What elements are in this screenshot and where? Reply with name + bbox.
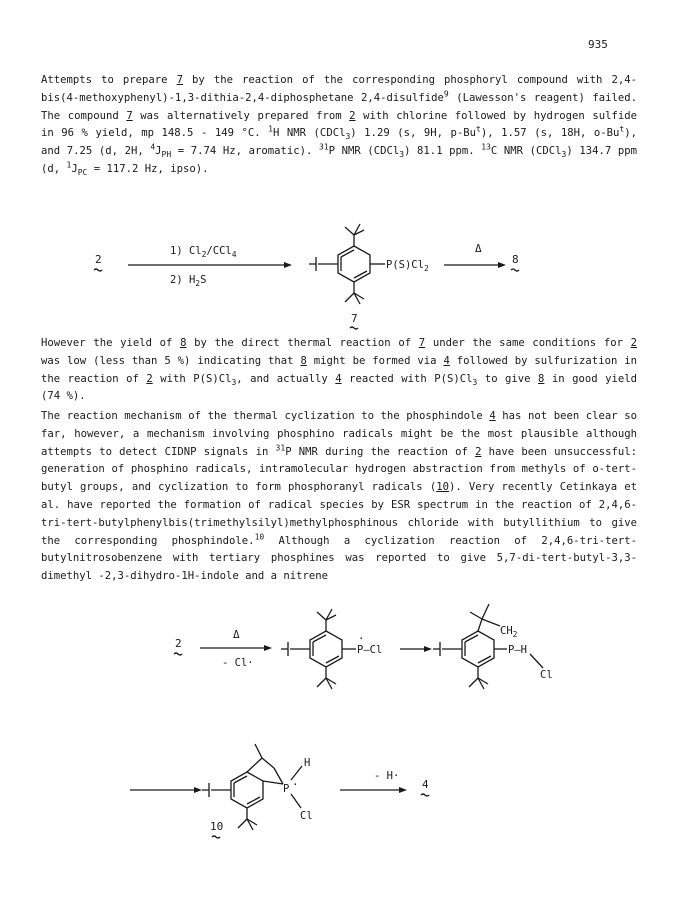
tilde-mark [421, 794, 429, 796]
text-run: was alternatively prepared from [132, 109, 350, 122]
tilde-mark [212, 836, 220, 838]
arrow-head-1 [284, 262, 292, 268]
superscript: 13 [481, 142, 491, 152]
arrow-head-5 [194, 787, 202, 793]
heat-symbol-2: Δ [233, 628, 240, 641]
chlorine-label-10: Cl [300, 810, 313, 822]
phosphorus-label: P [283, 783, 290, 795]
compound-ref: 10 [436, 481, 449, 494]
phosphorus-radical-dot: · [292, 778, 299, 791]
text-run: J [155, 145, 162, 158]
superscript: 1 [66, 160, 72, 170]
compound-ref: 8 [300, 354, 307, 367]
ch2-label: $CH_2$ [500, 625, 518, 639]
subscript: 3 [345, 132, 351, 142]
text-run: The reaction mechanism of the thermal cyclization to the phosphindole [41, 410, 490, 422]
product-label-8: 8 [512, 253, 519, 266]
text-run: with P(S)Cl [152, 372, 232, 385]
scheme1-reactant: 2 [95, 253, 102, 266]
compound-ref: 2 [475, 445, 482, 458]
compound-label-7: 7 [351, 312, 358, 325]
text-run: ) 81.1 ppm. [404, 145, 482, 158]
text-run: Attempts to prepare [41, 74, 177, 86]
phosphino-chloride-label: P—Cl [357, 644, 383, 656]
text-run: J [71, 162, 78, 175]
tilde-mark [94, 269, 102, 271]
text-run: with chlorine followed by hydrogen sulfide in 96 % yield, mp 148.5 - 149 °C. [41, 109, 637, 140]
compound-ref: 8 [538, 372, 545, 385]
text-run: However the yield of [41, 337, 181, 349]
superscript: 31 [275, 443, 286, 453]
substituent-label-7: $P(S)Cl_2$ [386, 259, 429, 273]
text-run: ) 134.7 ppm (d, [41, 145, 637, 175]
reaction-scheme-2 [0, 596, 679, 711]
hydrogen-label: H [304, 757, 311, 769]
tilde-mark [511, 269, 519, 271]
heat-symbol-1: Δ [475, 242, 482, 255]
text-run: = 117.2 Hz, ipso). [87, 162, 209, 175]
text-run: C NMR (CDCl [490, 145, 562, 158]
superscript: 9 [443, 89, 449, 99]
arrow-head-3 [264, 645, 272, 651]
text-run: has not been clear so far, however, a mechanism involving phosphino radicals might be the most plausible although attempts to detect CIDNP signals in [41, 410, 637, 458]
text-run: ), 1.57 (s, 18H, o-Bu [480, 127, 620, 140]
text-run: ). Very recently Cetinkaya et al. have reported the formation of radical species by ESR spectrum in the reaction of 2,4,6-tri-tert-butylphenylbis(trimethylsilyl)methylphosphinous chloride with butyllithium to give the corresponding phosphindole. [41, 481, 637, 547]
superscript: 10 [254, 532, 265, 542]
text-run: ) 1.29 (s, 9H, p-Bu [350, 127, 477, 140]
text-run: to give [477, 372, 539, 385]
compound-ref: 2 [630, 337, 638, 349]
text-run: Although a cyclization reaction of 2,4,6-tri-tert-butylnitrosobenzene with tertiary phosphines was reported to give 5,7-di-tert-butyl-3,3- dimethyl -2,3-dihydro-1H-indole and a nitrene [41, 534, 637, 583]
page-number: 935 [588, 38, 608, 51]
paragraph-synthesis [41, 72, 637, 179]
text-run: = 7.74 Hz, aromatic). [171, 145, 319, 158]
compound-ref: 2 [146, 372, 153, 385]
text-run: , and actually [236, 372, 336, 385]
arrow-head-6 [399, 787, 407, 793]
subscript: PH [161, 150, 172, 160]
tilde-mark [350, 327, 358, 329]
arrow-head-4 [424, 646, 432, 652]
superscript: 4 [150, 142, 156, 152]
reaction-scheme-3 [0, 736, 679, 846]
compound-ref: 4 [443, 354, 450, 367]
compound-ref: 4 [335, 372, 342, 385]
compound-ref: 7 [418, 337, 426, 349]
text-run: in good yield (74 %). [41, 372, 638, 403]
tilde-mark [174, 653, 182, 655]
reagent-step2: 2) $H_2S$ [170, 274, 207, 288]
subscript: 3 [472, 377, 478, 387]
paragraph-mechanism [41, 408, 637, 586]
compound-label-10: 10 [210, 820, 224, 833]
superscript: t [619, 124, 625, 134]
text-run: by the reaction of the corresponding phosphoryl compound with 2,4-bis(4-methoxyphenyl)-1,3-dithia-2,4-diphosphetane 2,4-disulfide [41, 74, 637, 104]
subscript: PC [77, 168, 88, 178]
text-run: by the direct thermal reaction of [186, 337, 419, 349]
compound-ref: 2 [349, 109, 356, 122]
reaction-scheme-1 [0, 230, 679, 335]
text-run: (Lawesson's reagent) failed. The compound [41, 91, 638, 122]
text-run: have been unsuccessful: generation of phosphino radicals, intramolecular hydrogen abstraction from methyls of o-tert-butyl groups, and cyclization to form phosphoranyl radicals ( [41, 445, 638, 494]
text-run: might be formed via [306, 354, 444, 367]
scheme2-reactant: 2 [175, 637, 182, 650]
text-run: reacted with P(S)Cl [341, 372, 473, 385]
text-run: followed by sulfurization in the reaction of [41, 354, 637, 385]
loss-chlorine-radical: - Cl· [222, 657, 254, 669]
compound-ref: 7 [126, 109, 133, 122]
aryl-structure-7 [309, 224, 385, 304]
phosphorus-hydride-label: P—H [508, 644, 527, 656]
superscript: 1 [268, 124, 273, 134]
text-run: P NMR during the reaction of [285, 445, 476, 458]
text-run: under the same conditions for [425, 337, 631, 349]
loss-hydrogen-radical: - H· [374, 770, 400, 782]
superscript: 31 [319, 142, 329, 152]
aryl-structure-phosphino-radical [281, 609, 356, 689]
reagent-step1: 1) $Cl_2/CCl_4$ [170, 245, 237, 259]
chlorine-label: Cl [540, 669, 553, 681]
product-label-4: 4 [422, 778, 429, 791]
text-run: P NMR (CDCl [328, 145, 400, 158]
paragraph-yield [41, 335, 637, 406]
arrow-head-2 [498, 262, 506, 268]
radical-dot: · [358, 632, 365, 645]
compound-ref: 4 [489, 410, 496, 422]
compound-ref: 7 [176, 74, 183, 86]
text-run: H NMR (CDCl [273, 127, 346, 140]
subscript: 3 [231, 377, 237, 387]
text-run: ), and 7.25 (d, 2H, [41, 127, 637, 158]
superscript: t [476, 124, 481, 134]
subscript: 3 [561, 150, 567, 160]
subscript: 3 [399, 150, 405, 160]
text-run: was low (less than 5 %) indicating that [41, 354, 301, 367]
compound-ref: 8 [180, 337, 187, 349]
